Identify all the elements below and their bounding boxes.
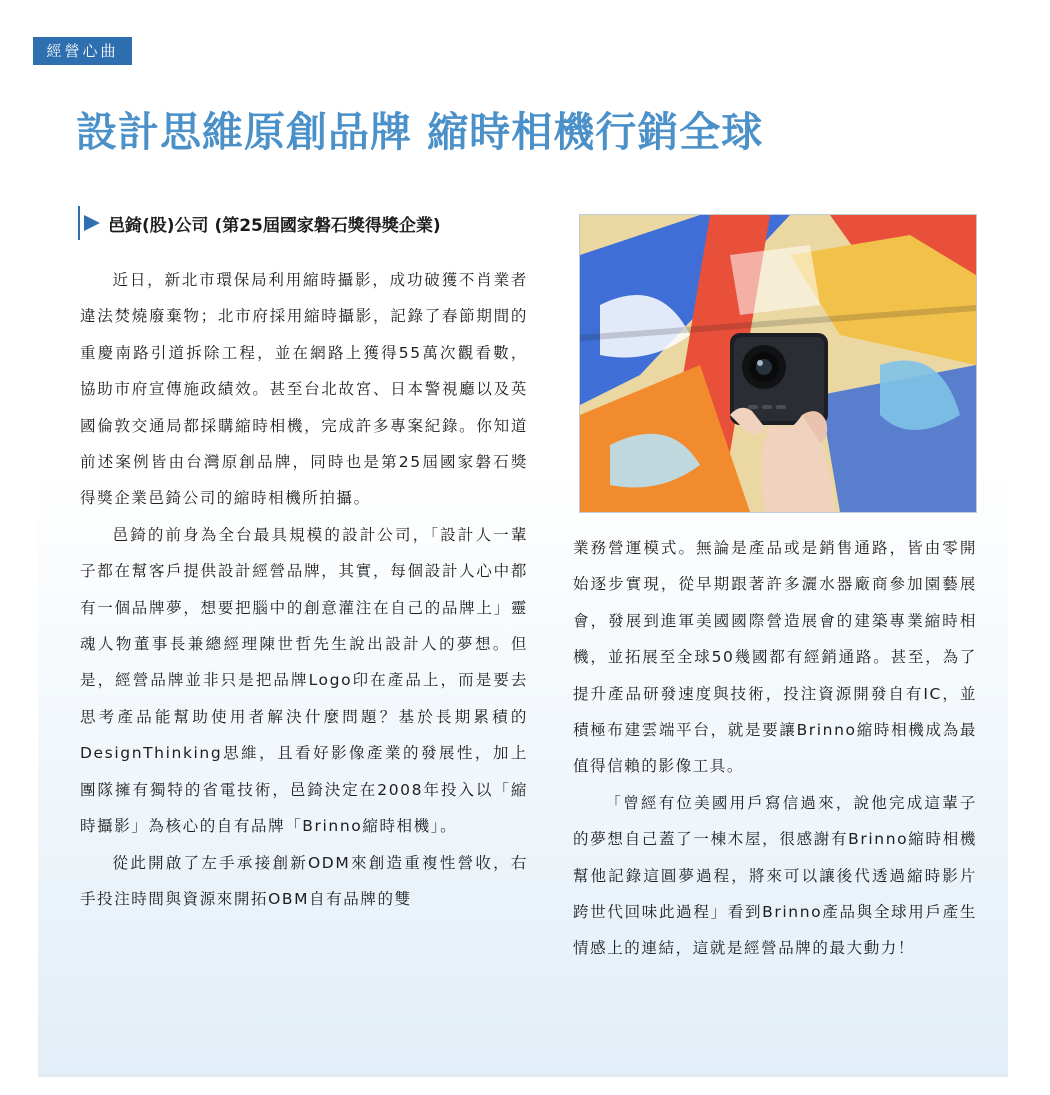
company-heading-text: 邑錡(股)公司 (第25屆國家磐石獎得獎企業) [108,215,441,236]
company-heading [78,206,548,240]
camera-in-hand-photo-icon [580,215,976,512]
left-column [80,262,528,917]
right-column [573,530,977,967]
section-tag: 經營心曲 [33,37,132,65]
right-paragraph-2: 「曾經有位美國用戶寫信過來，說他完成這輩子的夢想自己蓋了一棟木屋，很感謝有Brinno縮時相機幫他記錄這圓夢過程，將來可以讓後代透過縮時影片跨世代回味此過程」看到Brinno產品與全球用戶產生情感上的連結，這就是經營品牌的最大動力！ [573,793,977,958]
left-paragraph-3: 從此開啟了左手承接創新ODM來創造重複性營收，右手投注時間與資源來開拓OBM自有品牌的雙 [80,853,528,908]
heading-bar-icon [78,206,80,240]
article-photo [579,214,977,513]
right-paragraph-1: 業務營運模式。無論是產品或是銷售通路，皆由零開始逐步實現，從早期跟著許多灑水器廠商參加園藝展會，發展到進軍美國國際營造展會的建築專業縮時相機，並拓展至全球50幾國都有經銷通路。甚至，為了提升產品研發速度與技術，投注資源開發自有IC，並積極布建雲端平台，就是要讓Brinno縮時相機成為最值得信賴的影像工具。 [573,539,977,776]
bottom-rule [38,1074,1008,1077]
article-headline: 設計思維原創品牌 縮時相機行銷全球 [76,108,764,156]
left-paragraph-2: 邑錡的前身為全台最具規模的設計公司，「設計人一輩子都在幫客戶提供設計經營品牌，其實，每個設計人心中都有一個品牌夢，想要把腦中的創意灌注在自己的品牌上」靈魂人物董事長兼總經理陳世哲先生說出設計人的夢想。但是，經營品牌並非只是把品牌Logo印在產品上，而是要去思考產品能幫助使用者解決什麼問題？基於長期累積的DesignThinking思維，且看好影像產業的發展性，加上團隊擁有獨特的省電技術，邑錡決定在2008年投入以「縮時攝影」為核心的自有品牌「Brinno縮時相機」。 [80,525,528,836]
triangle-marker-icon [84,215,100,231]
left-paragraph-1: 近日，新北市環保局利用縮時攝影，成功破獲不肖業者違法焚燒廢棄物；北市府採用縮時攝影，記錄了春節期間的重慶南路引道拆除工程，並在網路上獲得55萬次觀看數，協助市府宣傳施政績效。甚至台北故宮、日本警視廳以及英國倫敦交通局都採購縮時相機，完成許多專案紀錄。你知道前述案例皆由台灣原創品牌，同時也是第25屆國家磐石獎得獎企業邑錡公司的縮時相機所拍攝。 [80,271,528,508]
